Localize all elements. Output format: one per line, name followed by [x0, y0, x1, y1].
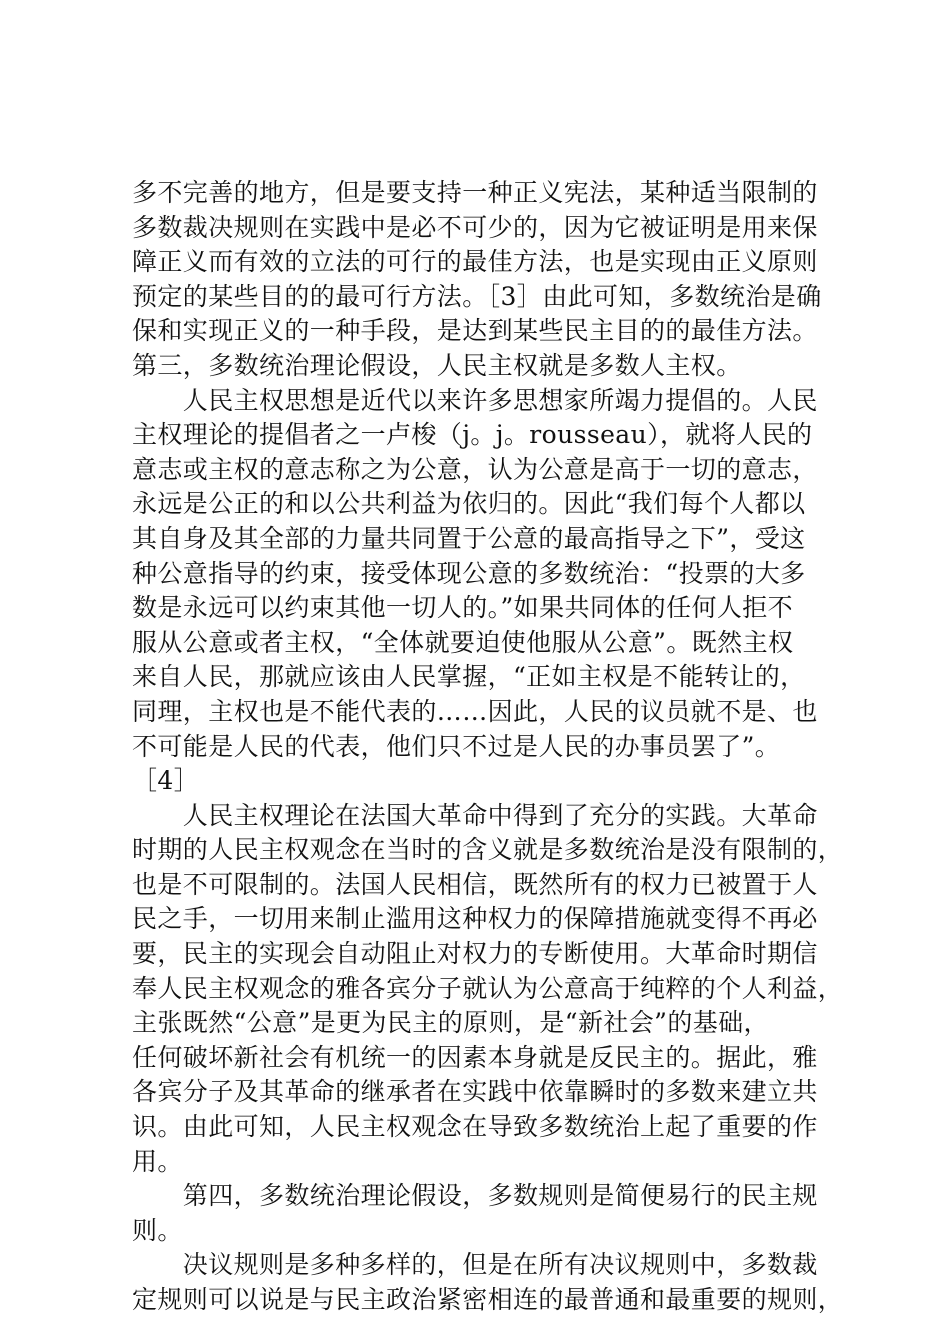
- text-line: 永远是公正的和以公共利益为依归的。因此“我们每个人都以: [132, 489, 806, 519]
- text-line: 数是永远可以约束其他一切人的。”如果共同体的任何人拒不: [132, 593, 794, 623]
- text-line: 则。: [132, 1215, 183, 1245]
- text-line: 各宾分子及其革命的继承者在实践中依靠瞬时的多数来建立共: [132, 1077, 818, 1107]
- citation-marker: ［4］: [132, 766, 200, 796]
- text-line: 奉人民主权观念的雅各宾分子就认为公意高于纯粹的个人利益，: [132, 973, 844, 1003]
- text-line: 决议规则是多种多样的，但是在所有决议规则中，多数裁: [132, 1250, 818, 1280]
- text-line: 服从公意或者主权，“全体就要迫使他服从公意”。既然主权: [132, 627, 794, 657]
- text-line: 意志或主权的意志称之为公意，认为公意是高于一切的意志，: [132, 454, 818, 484]
- text-line: 来自人民，那就应该由人民掌握，“正如主权是不能转让的，: [132, 662, 806, 692]
- text-line: 定规则可以说是与民主政治紧密相连的最普通和最重要的规则，: [132, 1285, 844, 1314]
- text-line: 多数裁决规则在实践中是必不可少的，因为它被证明是用来保: [132, 212, 818, 242]
- text-line: 识。由此可知，人民主权观念在导致多数统治上起了重要的作: [132, 1112, 818, 1142]
- text-line: 也是不可限制的。法国人民相信，既然所有的权力已被置于人: [132, 869, 818, 899]
- text-line: 种公意指导的约束，接受体现公意的多数统治：“投票的大多: [132, 558, 806, 588]
- body-text: [132, 176, 844, 1318]
- text-line: 人民主权思想是近代以来许多思想家所竭力提倡的。人民: [132, 385, 818, 415]
- text-line: 民之手，一切用来制止滥用这种权力的保障措施就变得不再必: [132, 904, 818, 934]
- text-line: 不可能是人民的代表，他们只不过是人民的办事员罢了”。: [132, 731, 781, 761]
- text-line: 同理，主权也是不能代表的……因此，人民的议员就不是、也: [132, 696, 818, 726]
- text-line: 主权理论的提倡者之一卢梭（j。j。rousseau），就将人民的: [132, 420, 813, 450]
- text-line: 主张既然“公意”是更为民主的原则，是“新社会”的基础，: [132, 1008, 769, 1038]
- text-line: 预定的某些目的的最可行方法。［3］由此可知，多数统治是确: [132, 281, 822, 311]
- text-line: 任何破坏新社会有机统一的因素本身就是反民主的。据此，雅: [132, 1042, 818, 1072]
- text-line: 要，民主的实现会自动阻止对权力的专断使用。大革命时期信: [132, 939, 818, 969]
- text-line: 其自身及其全部的力量共同置于公意的最高指导之下”，受这: [132, 523, 806, 553]
- text-line: 多不完善的地方，但是要支持一种正义宪法，某种适当限制的: [132, 178, 818, 207]
- section-heading-three: 第三，多数统治理论假设，人民主权就是多数人主权。: [132, 350, 742, 380]
- text-line: 用。: [132, 1146, 183, 1176]
- section-heading-four: 第四，多数统治理论假设，多数规则是简便易行的民主规: [132, 1181, 818, 1211]
- text-line: 时期的人民主权观念在当时的含义就是多数统治是没有限制的，: [132, 835, 844, 865]
- text-line: 保和实现正义的一种手段，是达到某些民主目的的最佳方法。: [132, 316, 818, 346]
- text-line: 人民主权理论在法国大革命中得到了充分的实践。大革命: [132, 800, 818, 830]
- text-line: 障正义而有效的立法的可行的最佳方法，也是实现由正义原则: [132, 247, 818, 277]
